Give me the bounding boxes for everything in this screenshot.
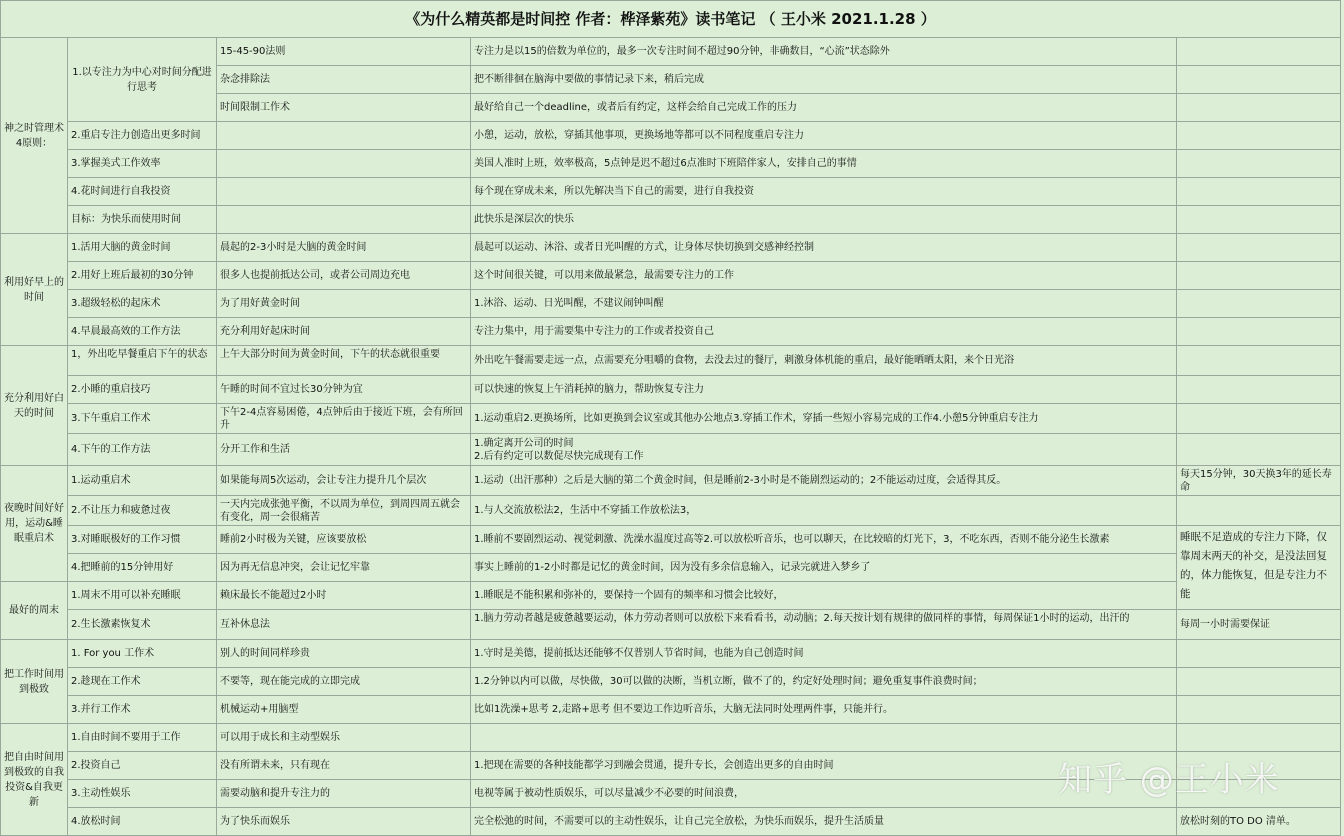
note-cell: 1.确定离开公司的时间 2.后有约定可以数促尽快完成现有工作 — [471, 434, 1177, 466]
topic-cell: 3.下午重启工作术 — [68, 404, 217, 434]
note-cell: 1.睡眠是不能积累和弥补的，要保持一个固有的频率和习惯会比较好， — [471, 582, 1177, 610]
point-cell: 如果能每周5次运动，会让专注力提升几个层次 — [217, 466, 471, 496]
note-cell: 1.睡前不要剧烈运动、视觉刺激、洗澡水温度过高等2.可以放松听音乐，也可以聊天，在比较暗的灯光下，3，不吃东西，否则不能分泌生长激素 — [471, 526, 1177, 554]
point-cell: 睡前2小时极为关键，应该要放松 — [217, 526, 471, 554]
point-cell: 晨起的2-3小时是大脑的黄金时间 — [217, 234, 471, 262]
remark-cell — [1177, 94, 1341, 122]
point-cell: 为了用好黄金时间 — [217, 290, 471, 318]
note-cell: 此快乐是深层次的快乐 — [471, 206, 1177, 234]
note-cell: 每个现在穿成未来，所以先解决当下自己的需要，进行自我投资 — [471, 178, 1177, 206]
remark-cell: 睡眠不足造成的专注力下降，仅靠周末两天的补交，是没法回复的，体力能恢复，但是专注力不能 — [1177, 526, 1341, 610]
note-cell: 外出吃午餐需要走远一点，点需要充分咀嚼的食物，去没去过的餐厅，刺激身体机能的重启，最好能晒晒太阳，来个日光浴 — [471, 346, 1177, 376]
point-cell: 上午大部分时间为黄金时间，下午的状态就很重要 — [217, 346, 471, 376]
point-cell: 充分利用好起床时间 — [217, 318, 471, 346]
remark-cell — [1177, 150, 1341, 178]
point-cell — [217, 206, 471, 234]
point-cell: 午睡的时间不宜过长30分钟为宜 — [217, 376, 471, 404]
topic-cell: 4.放松时间 — [68, 808, 217, 836]
point-cell — [217, 150, 471, 178]
topic-cell: 2.投资自己 — [68, 752, 217, 780]
section-label: 充分利用好白天的时间 — [1, 346, 68, 466]
topic-cell: 1.运动重启术 — [68, 466, 217, 496]
remark-cell: 每天15分钟，30天换3年的延长寿命 — [1177, 466, 1341, 496]
note-cell: 晨起可以运动、沐浴、或者日光叫醒的方式，让身体尽快切换到交感神经控制 — [471, 234, 1177, 262]
point-cell: 不要等，现在能完成的立即完成 — [217, 668, 471, 696]
note-cell: 可以快速的恢复上午消耗掉的脑力，帮助恢复专注力 — [471, 376, 1177, 404]
topic-cell: 3.超级轻松的起床术 — [68, 290, 217, 318]
topic-cell: 4.把睡前的15分钟用好 — [68, 554, 217, 582]
point-cell — [217, 178, 471, 206]
note-cell: 这个时间很关键，可以用来做最紧急，最需要专注力的工作 — [471, 262, 1177, 290]
note-cell: 专注力是以15的倍数为单位的，最多一次专注时间不超过90分钟，非确数目，“心流”状态除外 — [471, 38, 1177, 66]
remark-cell — [1177, 66, 1341, 94]
point-cell: 因为再无信息冲突，会让记忆牢靠 — [217, 554, 471, 582]
point-cell: 一天内完成张弛平衡，不以周为单位，到周四周五就会有变化，周一会很痛苦 — [217, 496, 471, 526]
point-cell: 别人的时间同样珍贵 — [217, 640, 471, 668]
page-title: 《为什么精英都是时间控 作者：桦泽紫苑》读书笔记 （ 王小米 2021.1.28 ） — [1, 1, 1341, 38]
remark-cell — [1177, 376, 1341, 404]
note-cell: 比如1洗澡+思考 2,走路+思考 但不要边工作边听音乐，大脑无法同时处理两件事，只能并行。 — [471, 696, 1177, 724]
remark-cell — [1177, 668, 1341, 696]
remark-cell — [1177, 122, 1341, 150]
note-cell: 1.守时是美德，提前抵达还能够不仅普别人节省时间，也能为自己创造时间 — [471, 640, 1177, 668]
note-cell: 把不断徘徊在脑海中要做的事情记录下来，稍后完成 — [471, 66, 1177, 94]
topic-cell: 1.周末不用可以补充睡眠 — [68, 582, 217, 610]
note-cell: 事实上睡前的1-2小时都是记忆的黄金时间，因为没有多余信息输入，记录完就进入梦乡了 — [471, 554, 1177, 582]
topic-cell: 2.重启专注力创造出更多时间 — [68, 122, 217, 150]
topic-cell: 2.趁现在工作术 — [68, 668, 217, 696]
note-cell: 专注力集中，用于需要集中专注力的工作或者投资自己 — [471, 318, 1177, 346]
remark-cell — [1177, 404, 1341, 434]
topic-cell: 3.并行工作术 — [68, 696, 217, 724]
remark-cell: 每周一小时需要保证 — [1177, 610, 1341, 640]
remark-cell — [1177, 290, 1341, 318]
note-cell: 1.运动重启2.更换场所，比如更换到会议室或其他办公地点3.穿插工作术，穿插一些短小容易完成的工作4.小憩5分钟重启专注力 — [471, 404, 1177, 434]
remark-cell — [1177, 434, 1341, 466]
note-cell: 1.2分钟以内可以做，尽快做，30可以做的决断，当机立断，做不了的，约定好处理时间；避免重复事件浪费时间； — [471, 668, 1177, 696]
point-cell: 需要动脑和提升专注力的 — [217, 780, 471, 808]
note-cell: 最好给自己一个deadline，或者后有约定，这样会给自己完成工作的压力 — [471, 94, 1177, 122]
topic-cell: 4.早晨最高效的工作方法 — [68, 318, 217, 346]
section-label: 神之时管理术4原则： — [1, 38, 68, 234]
remark-cell — [1177, 724, 1341, 752]
remark-cell — [1177, 696, 1341, 724]
remark-cell — [1177, 318, 1341, 346]
topic-cell: 4.花时间进行自我投资 — [68, 178, 217, 206]
note-cell: 1.运动（出汗那种）之后是大脑的第二个黄金时间，但是睡前2-3小时是不能剧烈运动的；2不能运动过度，会适得其反。 — [471, 466, 1177, 496]
point-cell: 时间限制工作术 — [217, 94, 471, 122]
remark-cell: 放松时刻的TO DO 清单。 — [1177, 808, 1341, 836]
note-cell: 1.脑力劳动者越是疲惫越要运动，体力劳动者则可以放松下来看看书，动动脑；2.每天按计划有规律的做同样的事情，每周保证1小时的运动，出汗的 — [471, 610, 1177, 640]
point-cell: 15-45-90法则 — [217, 38, 471, 66]
point-cell: 下午2-4点容易困倦，4点钟后由于接近下班，会有所回升 — [217, 404, 471, 434]
note-cell: 电视等属于被动性质娱乐，可以尽量减少不必要的时间浪费， — [471, 780, 1177, 808]
topic-cell: 2.不让压力和疲惫过夜 — [68, 496, 217, 526]
point-cell: 很多人也提前抵达公司，或者公司周边充电 — [217, 262, 471, 290]
point-cell — [217, 122, 471, 150]
topic-cell: 2.生长激素恢复术 — [68, 610, 217, 640]
note-cell: 1.沐浴、运动、日光叫醒，不建议闹钟叫醒 — [471, 290, 1177, 318]
topic-cell: 1.自由时间不要用于工作 — [68, 724, 217, 752]
note-cell — [471, 724, 1177, 752]
topic-cell: 1. For you 工作术 — [68, 640, 217, 668]
watermark: 知乎 @王小米 — [1058, 760, 1280, 800]
remark-cell — [1177, 640, 1341, 668]
note-cell: 完全松弛的时间，不需要可以的主动性娱乐，让自己完全放松，为快乐而娱乐，提升生活质量 — [471, 808, 1177, 836]
topic-cell: 3.对睡眠极好的工作习惯 — [68, 526, 217, 554]
topic-cell: 3.掌握美式工作效率 — [68, 150, 217, 178]
note-cell: 1.把现在需要的各种技能都学习到融会贯通，提升专长，会创造出更多的自由时间 — [471, 752, 1177, 780]
topic-cell: 3.主动性娱乐 — [68, 780, 217, 808]
point-cell: 互补休息法 — [217, 610, 471, 640]
point-cell: 没有所谓未来，只有现在 — [217, 752, 471, 780]
remark-cell — [1177, 206, 1341, 234]
remark-cell — [1177, 234, 1341, 262]
note-cell: 美国人准时上班，效率极高，5点钟是迟不超过6点准时下班陪伴家人，安排自己的事情 — [471, 150, 1177, 178]
note-cell: 1.与人交流放松法2，生活中不穿插工作放松法3， — [471, 496, 1177, 526]
remark-cell — [1177, 38, 1341, 66]
remark-cell — [1177, 496, 1341, 526]
section-label: 夜晚时间好好用，运动&睡眠重启术 — [1, 466, 68, 582]
remark-cell — [1177, 178, 1341, 206]
point-cell: 机械运动+用脑型 — [217, 696, 471, 724]
remark-cell — [1177, 346, 1341, 376]
remark-cell — [1177, 262, 1341, 290]
topic-cell: 2.用好上班后最初的30分钟 — [68, 262, 217, 290]
note-cell: 小憩，运动，放松，穿插其他事项，更换场地等都可以不同程度重启专注力 — [471, 122, 1177, 150]
section-label: 把自由时间用到极致的自我投资&自我更新 — [1, 724, 68, 836]
topic-cell: 2.小睡的重启技巧 — [68, 376, 217, 404]
point-cell: 可以用于成长和主动型娱乐 — [217, 724, 471, 752]
point-cell: 赖床最长不能超过2小时 — [217, 582, 471, 610]
point-cell: 杂念排除法 — [217, 66, 471, 94]
topic-cell: 1.以专注力为中心对时间分配进行思考 — [68, 38, 217, 122]
topic-cell: 目标：为快乐而使用时间 — [68, 206, 217, 234]
section-label: 利用好早上的时间 — [1, 234, 68, 346]
point-cell: 为了快乐而娱乐 — [217, 808, 471, 836]
topic-cell: 1，外出吃早餐重启下午的状态 — [68, 346, 217, 376]
topic-cell: 1.活用大脑的黄金时间 — [68, 234, 217, 262]
topic-cell: 4.下午的工作方法 — [68, 434, 217, 466]
point-cell: 分开工作和生活 — [217, 434, 471, 466]
section-label: 最好的周末 — [1, 582, 68, 640]
section-label: 把工作时间用到极致 — [1, 640, 68, 724]
